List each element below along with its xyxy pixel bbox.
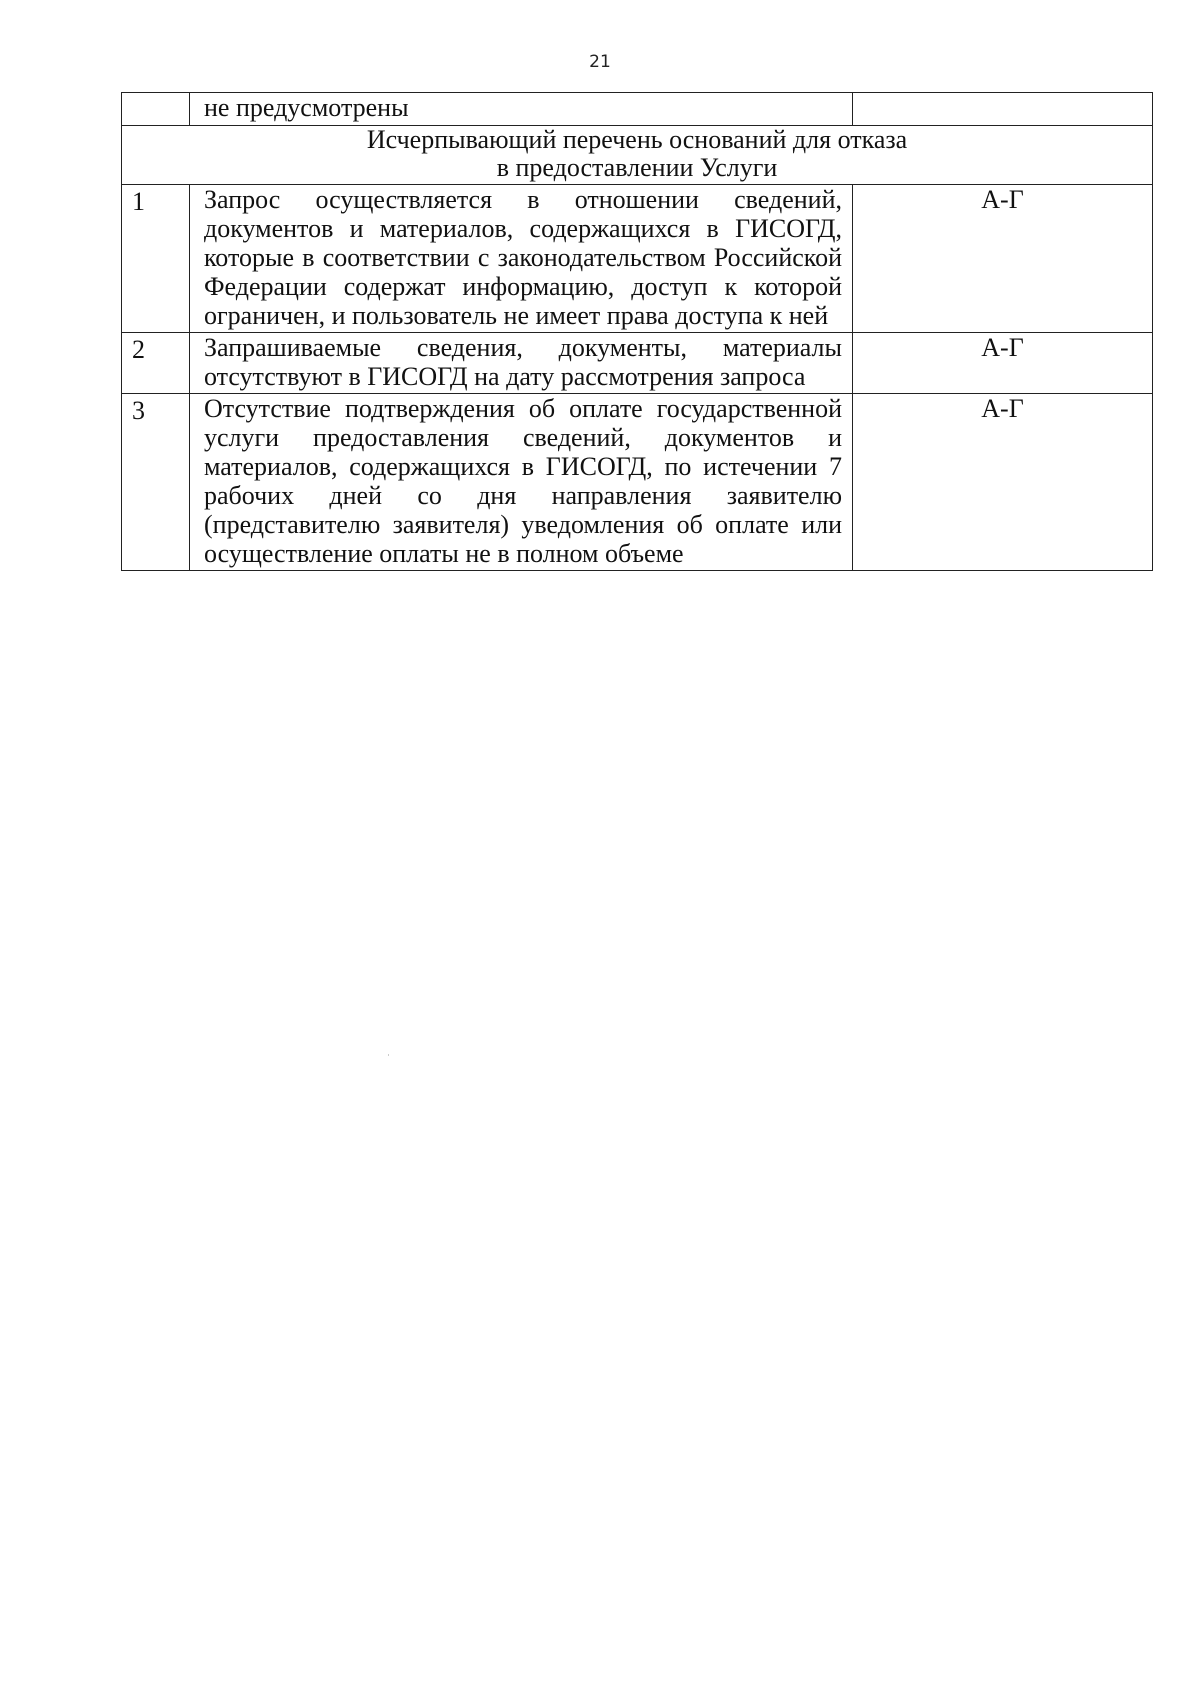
row-number-cell <box>122 93 190 126</box>
row-code-cell: А-Г <box>853 185 1153 333</box>
table-row <box>122 185 1153 333</box>
row-text-cell: не предусмотрены <box>190 93 853 126</box>
row-code-cell: А-Г <box>853 394 1153 571</box>
refusal-grounds-table <box>121 92 1153 571</box>
section-heading-line-2: в предоставлении Услуги <box>496 153 778 182</box>
row-text-cell: Отсутствие подтверждения об оплате государственной услуги предоставления сведений, документов и материалов, содержащихся в ГИСОГД, по истечении 7 рабочих дней со дня направления заявителю (представителю заявителя) уведомления об оплате или осуществление оплаты не в полном объеме <box>190 394 853 571</box>
row-number-cell: 3 <box>122 394 190 571</box>
row-number-cell: 2 <box>122 333 190 394</box>
row-text-cell: Запрашиваемые сведения, документы, материалы отсутствуют в ГИСОГД на дату рассмотрения запроса <box>190 333 853 394</box>
scan-speck <box>388 1054 389 1056</box>
row-code-cell <box>853 93 1153 126</box>
page-number: 21 <box>589 52 611 72</box>
section-heading <box>122 126 1153 185</box>
table-row <box>122 394 1153 571</box>
section-heading-row <box>122 126 1153 185</box>
row-code-cell: А-Г <box>853 333 1153 394</box>
table-row-continuation <box>122 93 1153 126</box>
row-number-cell: 1 <box>122 185 190 333</box>
row-text-cell: Запрос осуществляется в отношении сведений, документов и материалов, содержащихся в ГИСОГД, которые в соответствии с законодательством Российской Федерации содержат информацию, доступ к которой ограничен, и пользователь не имеет права доступа к ней <box>190 185 853 333</box>
section-heading-line-1: Исчерпывающий перечень оснований для отказа <box>366 125 908 154</box>
table-row <box>122 333 1153 394</box>
